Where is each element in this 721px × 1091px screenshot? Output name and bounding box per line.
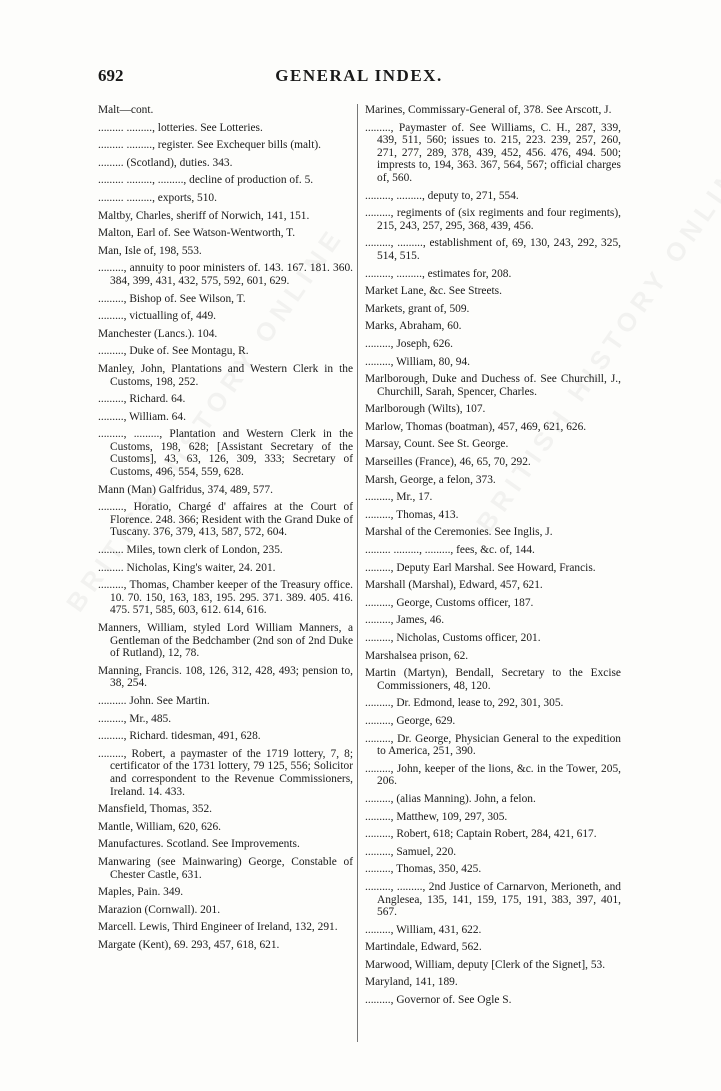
- index-entry: ........., Nicholas, Customs officer, 201.: [365, 632, 541, 644]
- index-entry: Martin (Martyn), Bendall, Secretary to the Excise Commissioners, 48, 120.: [365, 667, 621, 692]
- index-entry: Manwaring (see Mainwaring) George, Constable of Chester Castle, 631.: [98, 855, 353, 881]
- page-number: 692: [98, 66, 124, 85]
- index-entry: ........., George, Customs officer, 187.: [365, 596, 534, 609]
- index-entry: Mansfield, Thomas, 352.: [98, 803, 213, 816]
- index-entry: Marlborough (Wilts), 107.: [365, 403, 486, 416]
- index-entry: ........., Richard. tidesman, 491, 628.: [98, 730, 261, 743]
- page-header: [98, 66, 620, 88]
- index-entry: ........., Thomas, Chamber keeper of the Treasury office. 10. 70. 150, 163, 183, 195. 295. 371. 389. 405. 416. 475. 571, 585, 603, 612. 614, 616.: [98, 579, 353, 617]
- index-column-left: [98, 104, 353, 956]
- index-entry: ........., Robert, a paymaster of the 1719 lottery, 7, 8; certificator of the 1731 lottery, 79 125, 556; Solicitor and correspondent to the Revenue Commissioners, Ireland. 14. 433.: [98, 747, 353, 798]
- index-entry: Maltby, Charles, sheriff of Norwich, 141, 151.: [98, 209, 310, 222]
- index-entry: Manners, William, styled Lord William Manners, a Gentleman of the Bedchamber (2nd son of 2nd Duke of Rutland), 12, 78.: [98, 622, 353, 660]
- index-entry: ......... ........., ........., fees, &c. of, 144.: [365, 544, 535, 557]
- index-entry: ........., William. 64.: [98, 410, 186, 423]
- index-column-right: [365, 104, 621, 1012]
- index-entry: .......... John. See Martin.: [98, 694, 210, 707]
- index-entry: ......... ........., ........., decline of production of. 5.: [98, 174, 314, 187]
- index-entry: Manning, Francis. 108, 126, 312, 428, 493; pension to, 38, 254.: [98, 664, 353, 690]
- index-entry: ........., George, 629.: [365, 714, 456, 727]
- index-entry: Mantle, William, 620, 626.: [98, 820, 222, 833]
- index-entry: ........., regiments of (six regiments and four regiments), 215, 243, 257, 295, 368, 439, 456.: [365, 207, 621, 232]
- index-entry: Malt—cont.: [98, 104, 154, 116]
- index-entry: ........., Dr. Edmond, lease to, 292, 301, 305.: [365, 697, 564, 710]
- index-entry: Marwood, William, deputy [Clerk of the Signet], 53.: [365, 958, 606, 971]
- index-entry: Marlow, Thomas (boatman), 457, 469, 621, 626.: [365, 420, 587, 433]
- index-entry: ......... Miles, town clerk of London, 235.: [98, 544, 283, 557]
- index-entry: Marsh, George, a felon, 373.: [365, 473, 496, 486]
- index-entry: ......... ........., register. See Exchequer bills (malt).: [98, 139, 322, 152]
- column-divider: [357, 104, 358, 1042]
- index-entry: ........., victualling of, 449.: [98, 310, 217, 323]
- index-entry: Manufactures. Scotland. See Improvements.: [98, 838, 300, 851]
- index-entry: ........., ........., establishment of, 69, 130, 243, 292, 325, 514, 515.: [365, 237, 621, 262]
- index-entry: ........., Deputy Earl Marshal. See Howard, Francis.: [365, 561, 596, 574]
- index-entry: ........., Horatio, Chargé d' affaires at the Court of Florence. 248. 366; Resident with the Grand Duke of Tuscany. 376, 379, 413, 587, 572, 604.: [98, 501, 353, 539]
- index-entry: ........., Mr., 17.: [365, 491, 433, 504]
- index-entry: ........., ........., Plantation and Western Clerk in the Customs, 198, 628; [Assistant Secretary of the Customs], 43, 63, 126, 309, 333; Secretary of Customs, 496, 554, 559, 628.: [98, 428, 353, 479]
- index-entry: Martindale, Edward, 562.: [365, 941, 482, 954]
- index-entry: ........., William, 431, 622.: [365, 923, 482, 936]
- index-entry: Mann (Man) Galfridus, 374, 489, 577.: [98, 483, 273, 496]
- index-entry: ........., Robert, 618; Captain Robert, 284, 421, 617.: [365, 828, 597, 841]
- index-entry: ........., Thomas, 413.: [365, 508, 459, 521]
- index-entry: Margate (Kent), 69. 293, 457, 618, 621.: [98, 938, 280, 951]
- index-entry: Maples, Pain. 349.: [98, 886, 184, 899]
- index-entry: ......... ........., exports, 510.: [98, 191, 217, 204]
- index-entry: Marcell. Lewis, Third Engineer of Ireland, 132, 291.: [98, 921, 338, 934]
- index-entry: Market Lane, &c. See Streets.: [365, 285, 502, 298]
- index-entry: ........., Bishop of. See Wilson, T.: [98, 292, 246, 305]
- index-entry: ......... ........., lotteries. See Lotteries.: [98, 121, 263, 134]
- index-entry: ........., Matthew, 109, 297, 305.: [365, 810, 508, 823]
- index-entry: ........., Governor of. See Ogle S.: [365, 994, 512, 1007]
- index-entry: ........., (alias Manning). John, a felon.: [365, 792, 536, 805]
- page-title: GENERAL INDEX.: [275, 66, 443, 85]
- index-entry: ........., Samuel, 220.: [365, 845, 457, 858]
- index-entry: ........., Mr., 485.: [98, 712, 172, 725]
- index-entry: Marseilles (France), 46, 65, 70, 292.: [365, 456, 531, 469]
- index-entry: ........., Richard. 64.: [98, 393, 186, 406]
- index-entry: ........., James, 46.: [365, 614, 445, 627]
- index-entry: Manchester (Lancs.). 104.: [98, 327, 218, 340]
- index-entry: ........., William, 80, 94.: [365, 355, 471, 368]
- index-entry: ........., Joseph, 626.: [365, 337, 453, 350]
- index-entry: Maryland, 141, 189.: [365, 976, 458, 989]
- index-entry: ......... Nicholas, King's waiter, 24. 201.: [98, 561, 276, 574]
- index-entry: ........., annuity to poor ministers of. 143. 167. 181. 360. 384, 399, 431, 432, 575, 592, 601, 629.: [98, 262, 353, 287]
- index-entry: Marshall (Marshal), Edward, 457, 621.: [365, 579, 543, 592]
- index-entry: ........., Duke of. See Montagu, R.: [98, 345, 249, 358]
- index-entry: Man, Isle of, 198, 553.: [98, 244, 202, 257]
- index-entry: Marks, Abraham, 60.: [365, 320, 462, 333]
- index-entry: Malton, Earl of. See Watson-Wentworth, T.: [98, 227, 296, 240]
- index-entry: Manley, John, Plantations and Western Clerk in the Customs, 198, 252.: [98, 362, 353, 388]
- index-entry: Marsay, Count. See St. George.: [365, 438, 509, 451]
- index-entry: ......... (Scotland), duties. 343.: [98, 156, 233, 169]
- index-entry: ........., Dr. George, Physician General to the expedition to America, 251, 390.: [365, 732, 621, 758]
- index-entry: Marshal of the Ceremonies. See Inglis, J.: [365, 526, 553, 539]
- index-entry: ........., ........., 2nd Justice of Carnarvon, Merioneth, and Anglesea, 135, 141, 159, 175, 191, 383, 397, 401, 567.: [365, 880, 621, 919]
- index-entry: ........., ........., deputy to, 271, 554.: [365, 189, 519, 202]
- index-entry: Marines, Commissary-General of, 378. See Arscott, J.: [365, 104, 612, 116]
- index-entry: ........., John, keeper of the lions, &c. in the Tower, 205, 206.: [365, 762, 621, 788]
- index-entry: ........., Paymaster of. See Williams, C. H., 287, 339, 439, 511, 560; issues to. 215, 223. 239, 257, 260, 271, 277, 289, 378, 439, 452, 456. 476, 494. 500; imprests to, 194, 363. 367, 564, 567; official charges of, 560.: [365, 121, 621, 184]
- index-entry: ........., Thomas, 350, 425.: [365, 863, 482, 876]
- index-entry: Marshalsea prison, 62.: [365, 649, 469, 662]
- index-entry: Marlborough, Duke and Duchess of. See Churchill, J., Churchill, Sarah, Spencer, Charles.: [365, 373, 621, 398]
- index-entry: ........., ........., estimates for, 208.: [365, 267, 512, 280]
- index-entry: Marazion (Cornwall). 201.: [98, 903, 221, 916]
- index-entry: Markets, grant of, 509.: [365, 302, 470, 315]
